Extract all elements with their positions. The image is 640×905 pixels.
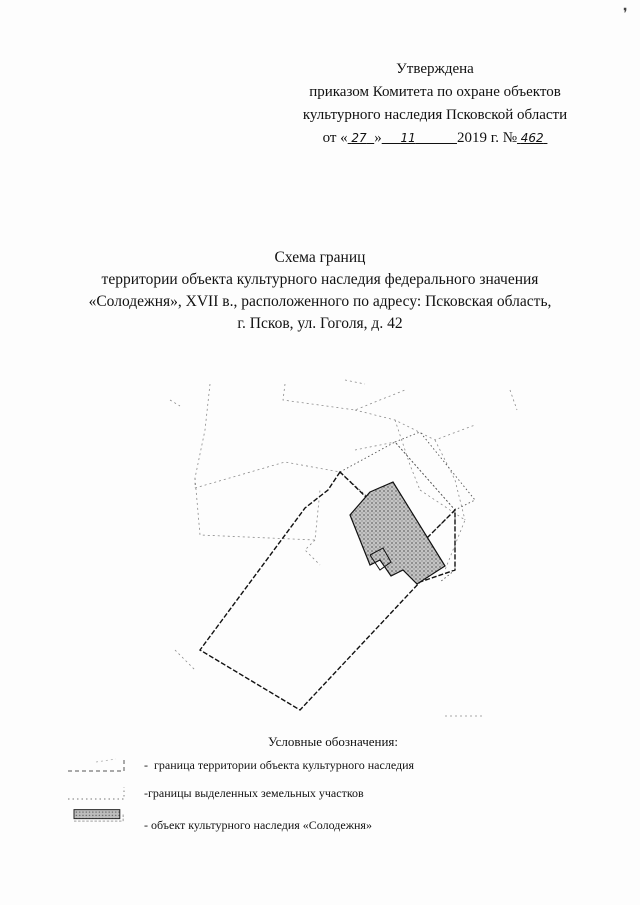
dashed-boundary-icon xyxy=(66,756,136,774)
legend-text-territory-boundary xyxy=(144,758,414,773)
legend-text-land-parcels xyxy=(144,786,364,801)
title-line-3: «Солодежня», XVII в., расположенного по адресу: Псковская область, xyxy=(88,293,552,310)
approval-date-line xyxy=(280,127,590,150)
legend-title: Условные обозначения: xyxy=(268,734,399,749)
hatched-object-icon xyxy=(66,808,136,826)
date-mid: » xyxy=(374,130,382,146)
order-number-field xyxy=(517,130,547,146)
date-year: 2019 г. № xyxy=(456,130,518,146)
date-day: 27 xyxy=(351,131,367,145)
dotted-parcels-icon xyxy=(66,784,136,802)
order-number: 462 xyxy=(520,131,544,145)
approval-line-3: культурного наследия Псковской области xyxy=(302,107,568,123)
date-month-field xyxy=(382,130,457,146)
territory-boundary xyxy=(200,472,455,710)
approval-title: Утверждена xyxy=(396,61,474,77)
legend-label: граница территории объекта культурного наследия xyxy=(154,758,415,772)
corner-mark: ❜ xyxy=(623,7,628,22)
date-prefix: от « xyxy=(322,130,348,146)
title-line-1: Схема границ xyxy=(274,249,366,266)
legend-label: границы выделенных земельных участков xyxy=(148,786,364,800)
date-month: 11 xyxy=(400,131,416,145)
approval-line-2: приказом Комитета по охране объектов xyxy=(309,84,561,100)
approval-block xyxy=(280,58,590,150)
legend-prefix: - xyxy=(144,786,148,800)
legend-prefix: - xyxy=(144,758,148,772)
legend-prefix: - xyxy=(144,818,148,832)
heritage-object-solodezhnya xyxy=(350,482,445,584)
title-line-2: территории объекта культурного наследия федерального значения xyxy=(101,271,539,288)
title-line-4: г. Псков, ул. Гоголя, д. 42 xyxy=(237,315,403,332)
scheme-title xyxy=(40,247,600,335)
date-day-field xyxy=(348,130,375,146)
neighbouring-parcels xyxy=(170,380,517,716)
legend-label: объект культурного наследия «Солодежня» xyxy=(151,818,372,832)
legend-text-heritage-object xyxy=(144,818,372,833)
boundary-scheme-map xyxy=(155,370,535,720)
